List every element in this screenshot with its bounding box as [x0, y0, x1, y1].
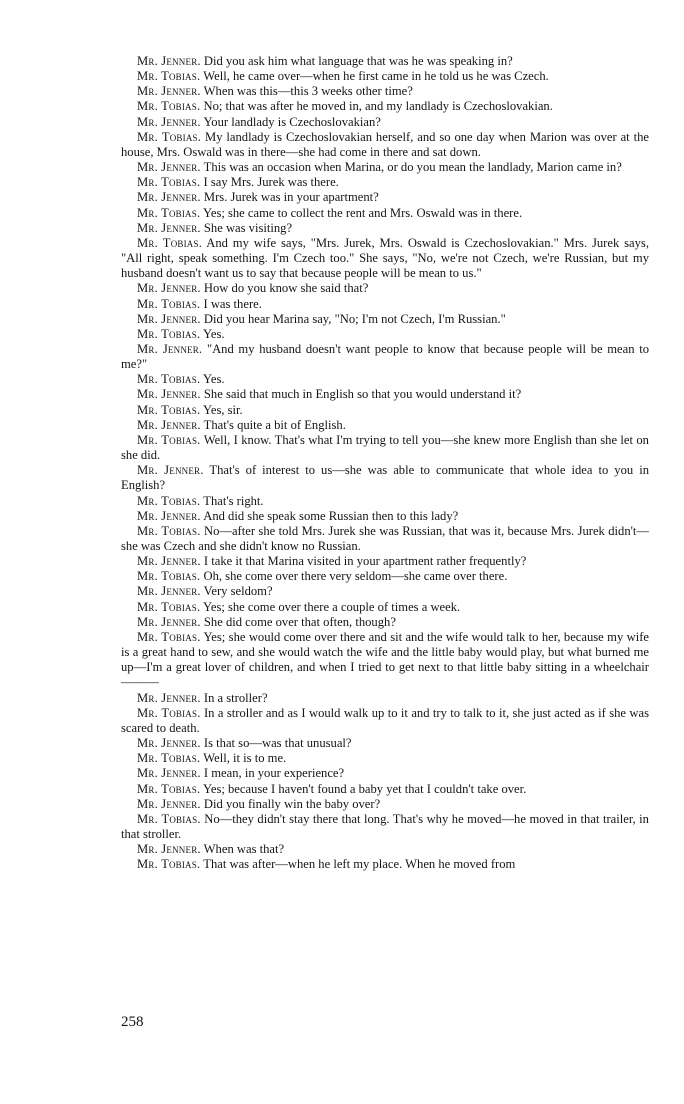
testimony-text: No—after she told Mrs. Jurek she was Russian, that was it, because Mrs. Jurek didn't—she was Czech and she didn't know no Russian. [121, 523, 649, 553]
document-page [121, 54, 649, 872]
speaker-label: Mr. Jenner. [137, 160, 201, 175]
speaker-label: Mr. Tobias. [137, 99, 201, 114]
testimony-text: She was visiting? [203, 220, 293, 235]
speaker-label: Mr. Tobias. [137, 129, 202, 144]
speaker-label: Mr. Tobias. [137, 432, 201, 447]
speaker-label: Mr. Jenner. [137, 220, 201, 235]
testimony-paragraph [121, 630, 649, 691]
testimony-text: In a stroller and as I would walk up to it and try to talk to it, she just acted as if she was scared to death. [121, 705, 649, 735]
speaker-label: Mr. Tobias. [137, 705, 201, 720]
speaker-label: Mr. Tobias. [137, 402, 201, 417]
testimony-paragraph [121, 494, 649, 509]
testimony-text: I say Mrs. Jurek was there. [203, 175, 339, 190]
testimony-paragraph [121, 221, 649, 236]
testimony-paragraph [121, 600, 649, 615]
testimony-paragraph [121, 54, 649, 69]
speaker-label: Mr. Tobias. [137, 235, 203, 250]
speaker-label: Mr. Tobias. [137, 69, 201, 84]
testimony-text: Is that so—was that unusual? [203, 736, 352, 751]
speaker-label: Mr. Tobias. [137, 372, 201, 387]
speaker-label: Mr. Tobias. [137, 296, 201, 311]
testimony-text: Well, I know. That's what I'm trying to tell you—she knew more English than she let on she did. [121, 432, 649, 463]
testimony-text: When was this—this 3 weeks other time? [203, 84, 413, 99]
testimony-text: And my wife says, "Mrs. Jurek, Mrs. Oswald is Czechoslovakian." Mrs. Jurek says, "All right, speak something. I'm Czech too." She says, "No, we're not Czech, we're Russian, but my husband doesn't want us to say that because people will be mean to us." [121, 235, 649, 281]
testimony-paragraph [121, 327, 649, 342]
testimony-text: That's of interest to us—she was able to communicate that whole idea to you in English? [121, 463, 649, 493]
testimony-text: Yes. [203, 372, 225, 387]
speaker-label: Mr. Jenner. [137, 842, 201, 857]
testimony-paragraph [121, 797, 649, 812]
page-number: 258 [121, 1014, 144, 1030]
testimony-paragraph [121, 69, 649, 84]
testimony-paragraph [121, 281, 649, 296]
testimony-paragraph [121, 190, 649, 205]
speaker-label: Mr. Jenner. [137, 766, 201, 781]
testimony-paragraph [121, 175, 649, 190]
testimony-text: My landlady is Czechoslovakian herself, and so one day when Marion was over at the house, Mrs. Oswald was in there—she had come in there and sat down. [121, 129, 649, 159]
speaker-label: Mr. Jenner. [137, 311, 201, 326]
speaker-label: Mr. Tobias. [137, 326, 201, 341]
testimony-paragraph [121, 115, 649, 130]
testimony-paragraph [121, 99, 649, 114]
testimony-paragraph [121, 403, 649, 418]
testimony-text: Yes; she came to collect the rent and Mrs. Oswald was in there. [203, 205, 523, 220]
testimony-text: Mrs. Jurek was in your apartment? [203, 190, 379, 205]
speaker-label: Mr. Jenner. [137, 387, 201, 402]
testimony-paragraph [121, 418, 649, 433]
testimony-text: This was an occasion when Marina, or do you mean the landlady, Marion came in? [203, 160, 622, 175]
testimony-paragraph [121, 857, 649, 872]
testimony-text: She did come over that often, though? [203, 614, 396, 629]
testimony-text: Yes; she would come over there and sit and the wife would talk to her, because my wife is a great hand to sew, and she would watch the wife and the little baby would play, but what burned me up—I'm a great lover of children, and when I tried to get next to that little baby sitting in a wheelchair——— [121, 629, 649, 690]
testimony-paragraph [121, 812, 649, 842]
testimony-paragraph [121, 524, 649, 554]
testimony-paragraph [121, 842, 649, 857]
speaker-label: Mr. Tobias. [137, 175, 201, 190]
speaker-label: Mr. Jenner. [137, 614, 201, 629]
testimony-paragraph [121, 509, 649, 524]
testimony-paragraph [121, 433, 649, 463]
testimony-paragraph [121, 372, 649, 387]
speaker-label: Mr. Jenner. [137, 554, 201, 569]
speaker-label: Mr. Jenner. [137, 463, 204, 478]
testimony-text: I was there. [203, 296, 262, 311]
testimony-paragraph [121, 236, 649, 281]
testimony-paragraph [121, 569, 649, 584]
testimony-paragraph [121, 463, 649, 493]
speaker-label: Mr. Jenner. [137, 417, 201, 432]
testimony-text: Well, it is to me. [203, 751, 287, 766]
testimony-paragraph [121, 160, 649, 175]
testimony-text: Very seldom? [203, 584, 273, 599]
speaker-label: Mr. Jenner. [137, 281, 201, 296]
speaker-label: Mr. Jenner. [137, 584, 201, 599]
speaker-label: Mr. Tobias. [137, 569, 201, 584]
testimony-text: Well, he came over—when he first came in he told us he was Czech. [203, 69, 549, 84]
testimony-text: Yes; she come over there a couple of times a week. [203, 599, 461, 614]
testimony-paragraph [121, 387, 649, 402]
testimony-paragraph [121, 584, 649, 599]
testimony-text: Did you ask him what language that was he was speaking in? [203, 54, 513, 68]
speaker-label: Mr. Jenner. [137, 84, 201, 99]
testimony-paragraph [121, 782, 649, 797]
testimony-text: And did she speak some Russian then to this lady? [203, 508, 459, 523]
speaker-label: Mr. Tobias. [137, 857, 201, 872]
testimony-text: Yes; because I haven't found a baby yet that I couldn't take over. [203, 781, 527, 796]
testimony-paragraph [121, 297, 649, 312]
speaker-label: Mr. Tobias. [137, 629, 201, 644]
speaker-label: Mr. Jenner. [137, 341, 203, 356]
speaker-label: Mr. Tobias. [137, 493, 201, 508]
testimony-text: How do you know she said that? [203, 281, 369, 296]
testimony-text: That's quite a bit of English. [203, 417, 346, 432]
testimony-text: Yes. [203, 326, 225, 341]
testimony-paragraph [121, 766, 649, 781]
speaker-label: Mr. Jenner. [137, 54, 201, 68]
speaker-label: Mr. Tobias. [137, 599, 201, 614]
speaker-label: Mr. Tobias. [137, 751, 201, 766]
testimony-paragraph [121, 554, 649, 569]
testimony-paragraph [121, 615, 649, 630]
testimony-paragraph [121, 342, 649, 372]
testimony-text: That was after—when he left my place. When he moved from [203, 857, 516, 872]
testimony-text: I mean, in your experience? [203, 766, 345, 781]
testimony-text: Your landlady is Czechoslovakian? [203, 114, 381, 129]
testimony-paragraph [121, 706, 649, 736]
testimony-text: "And my husband doesn't want people to know that because people will be mean to me?" [121, 341, 649, 372]
testimony-text: I take it that Marina visited in your apartment rather frequently? [203, 554, 527, 569]
speaker-label: Mr. Jenner. [137, 190, 201, 205]
testimony-paragraph [121, 691, 649, 706]
testimony-paragraph [121, 751, 649, 766]
testimony-text: That's right. [203, 493, 264, 508]
testimony-text: Yes, sir. [203, 402, 243, 417]
speaker-label: Mr. Tobias. [137, 205, 201, 220]
testimony-text: Oh, she come over there very seldom—she came over there. [203, 569, 508, 584]
testimony-paragraph [121, 130, 649, 160]
testimony-text: No; that was after he moved in, and my landlady is Czechoslovakian. [203, 99, 553, 114]
speaker-label: Mr. Jenner. [137, 796, 201, 811]
speaker-label: Mr. Jenner. [137, 736, 201, 751]
speaker-label: Mr. Jenner. [137, 114, 201, 129]
testimony-paragraph [121, 84, 649, 99]
testimony-paragraph [121, 206, 649, 221]
testimony-paragraph [121, 736, 649, 751]
testimony-paragraph [121, 312, 649, 327]
testimony-text: Did you hear Marina say, "No; I'm not Czech, I'm Russian." [203, 311, 506, 326]
speaker-label: Mr. Jenner. [137, 508, 201, 523]
speaker-label: Mr. Tobias. [137, 523, 201, 538]
testimony-text: When was that? [203, 842, 285, 857]
speaker-label: Mr. Tobias. [137, 781, 201, 796]
testimony-text: Did you finally win the baby over? [203, 796, 381, 811]
testimony-text: In a stroller? [203, 690, 268, 705]
speaker-label: Mr. Tobias. [137, 811, 201, 826]
testimony-text: She said that much in English so that you would understand it? [203, 387, 522, 402]
speaker-label: Mr. Jenner. [137, 690, 201, 705]
testimony-text: No—they didn't stay there that long. That's why he moved—he moved in that trailer, in that stroller. [121, 811, 649, 841]
